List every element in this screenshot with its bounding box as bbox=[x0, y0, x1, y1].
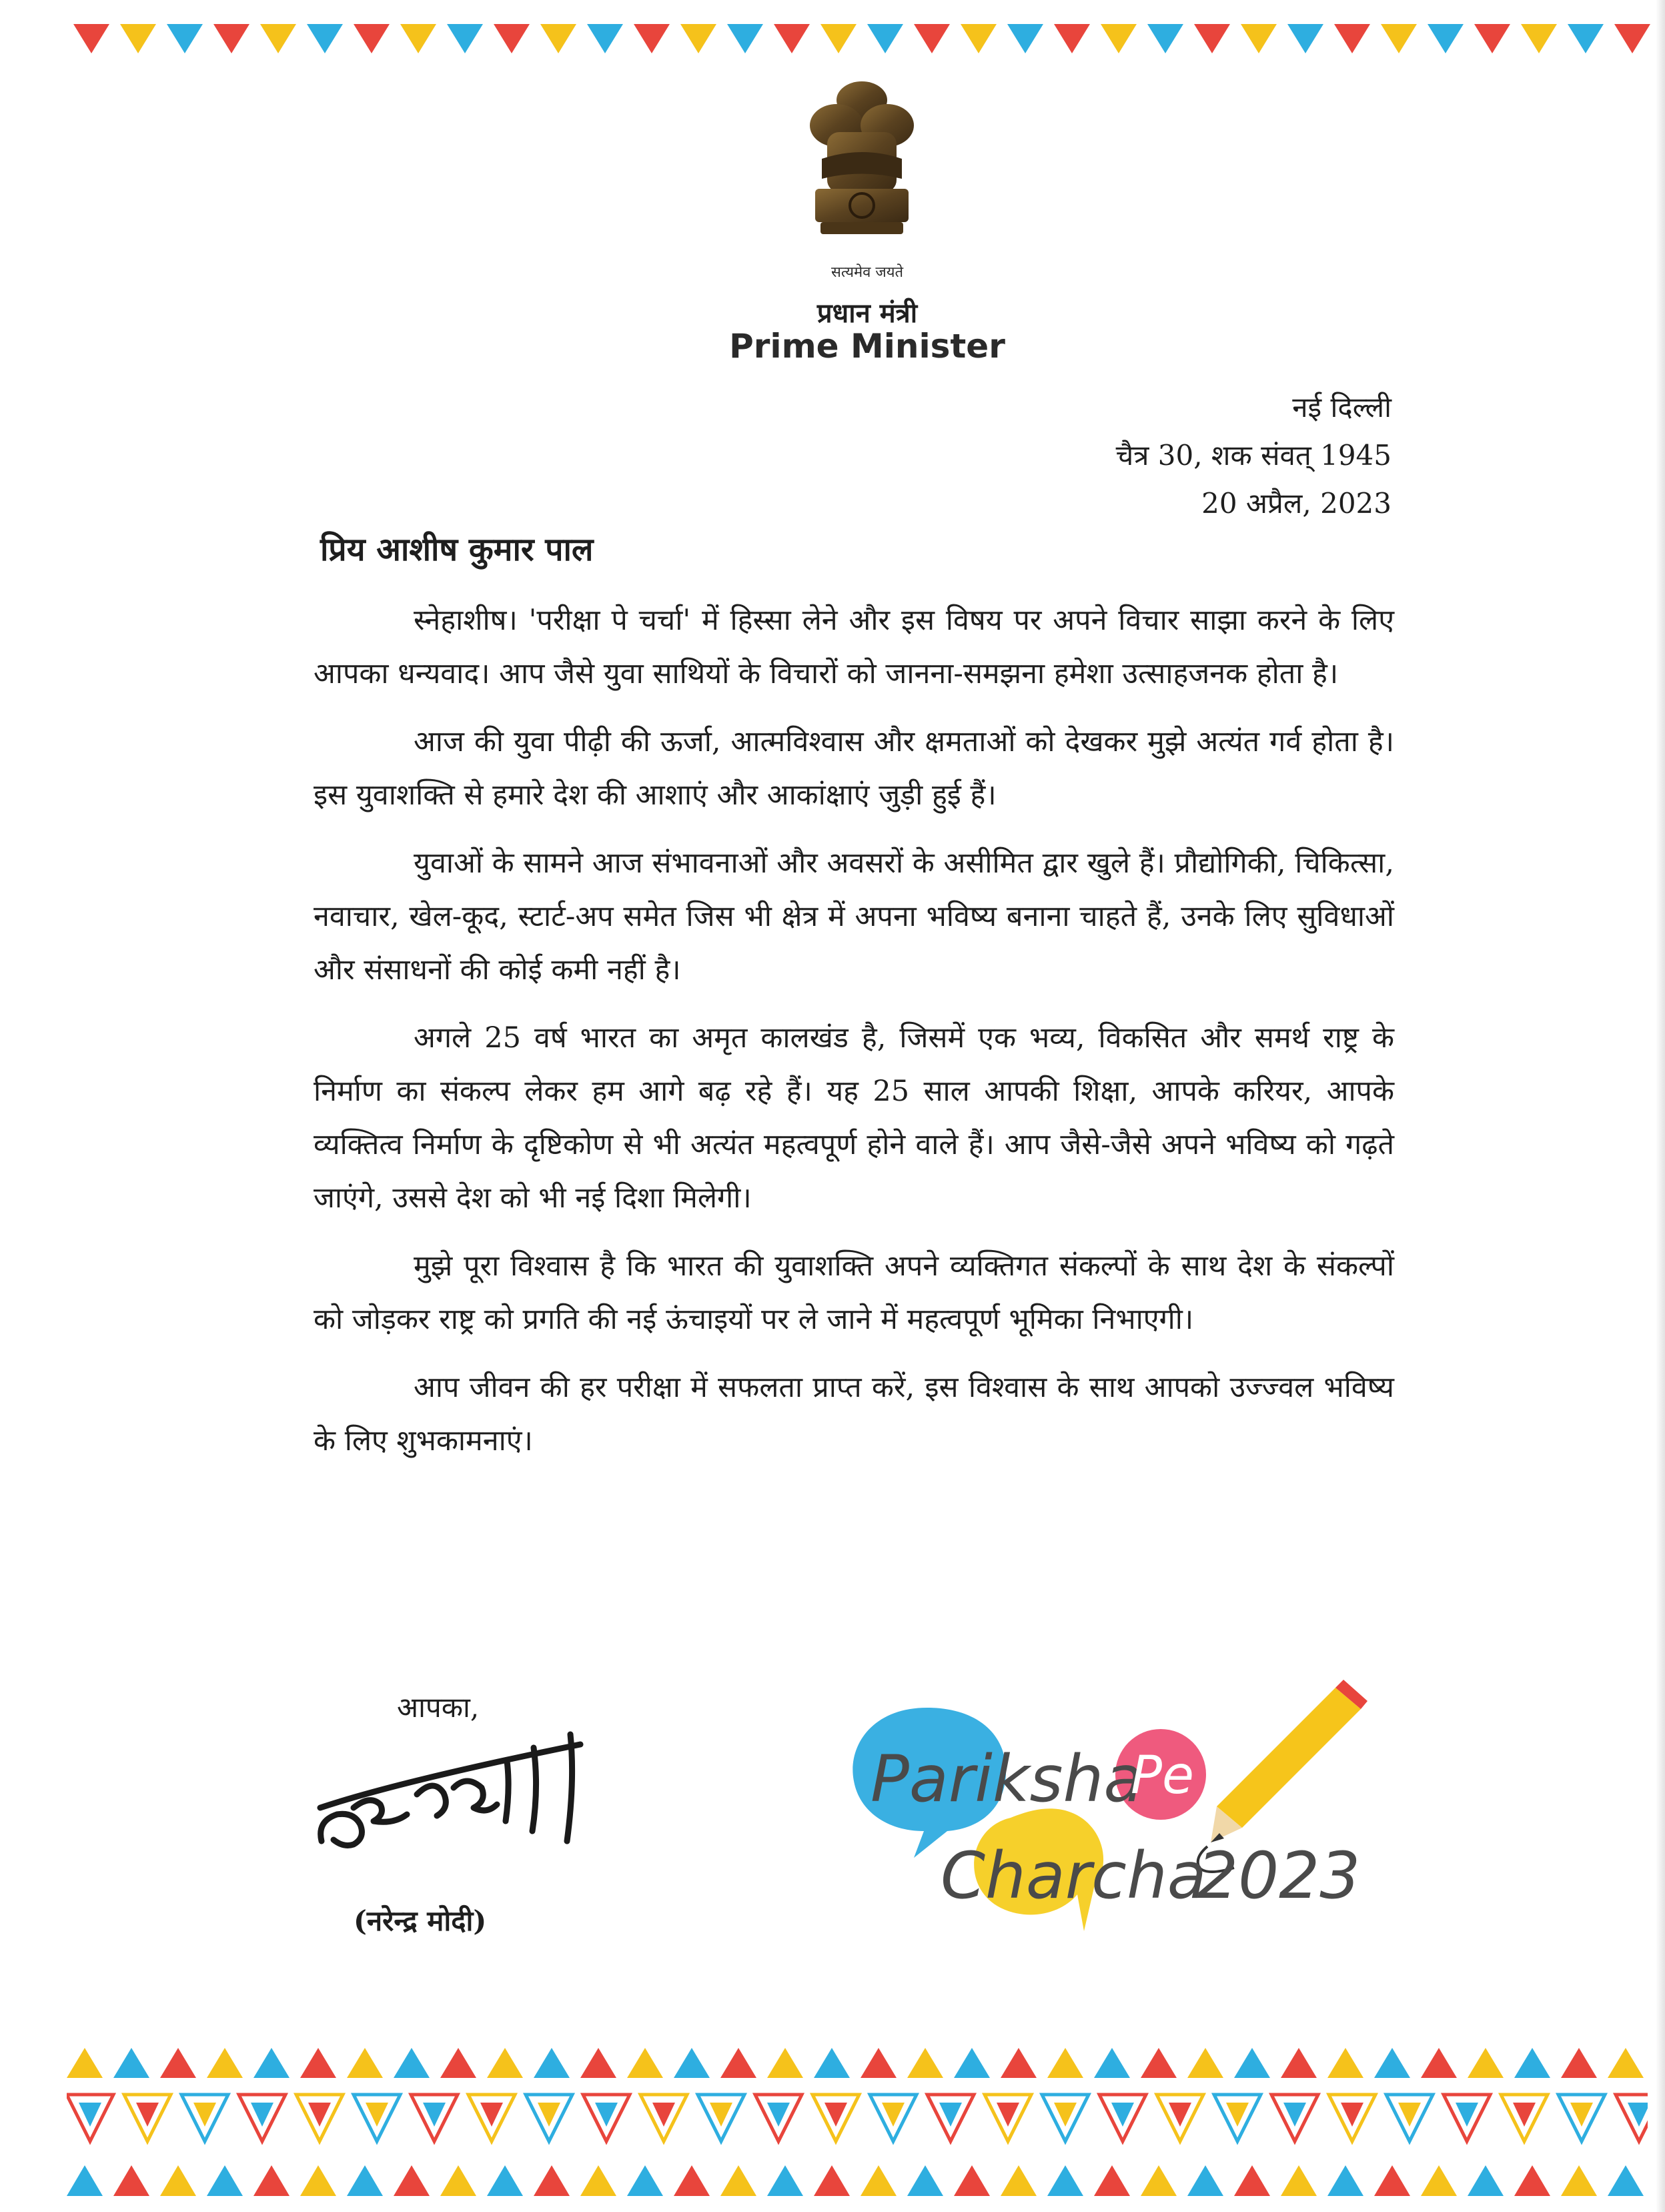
border-triangle bbox=[1234, 2048, 1270, 2078]
border-triangle bbox=[1007, 24, 1043, 53]
border-triangle bbox=[447, 24, 483, 53]
border-triangle bbox=[867, 24, 903, 53]
border-triangle bbox=[907, 2165, 943, 2196]
saka-date: चैत्र 30, शक संवत् 1945 bbox=[1115, 439, 1392, 472]
border-triangle bbox=[1608, 2165, 1644, 2196]
border-triangle bbox=[113, 2048, 149, 2078]
border-triangle bbox=[580, 2048, 616, 2078]
border-triangle bbox=[674, 2165, 710, 2196]
border-triangle bbox=[1241, 24, 1277, 53]
salutation: प्रिय आशीष कुमार पाल bbox=[320, 531, 594, 568]
border-triangle bbox=[67, 2048, 103, 2078]
border-triangle bbox=[914, 24, 950, 53]
border-triangle bbox=[1374, 2048, 1410, 2078]
border-triangle bbox=[534, 2048, 570, 2078]
body-paragraph: आप जीवन की हर परीक्षा में सफलता प्राप्त करें, इस विश्वास के साथ आपको उज्ज्वल भविष्य के लिए शुभकामनाएं। bbox=[314, 1371, 1394, 1458]
decorative-bottom-border bbox=[67, 2041, 1648, 2208]
border-triangle bbox=[394, 2165, 430, 2196]
border-triangle bbox=[1101, 24, 1137, 53]
border-triangle bbox=[260, 24, 296, 53]
border-triangle bbox=[767, 2165, 803, 2196]
border-triangle bbox=[1094, 2165, 1130, 2196]
border-triangle bbox=[1047, 2165, 1083, 2196]
border-triangle bbox=[767, 2048, 803, 2078]
border-triangle bbox=[580, 2165, 616, 2196]
gregorian-date: 20 अप्रैल, 2023 bbox=[1201, 487, 1392, 520]
border-triangle bbox=[354, 24, 390, 53]
office-title-english: Prime Minister bbox=[729, 327, 1005, 366]
border-triangle bbox=[1514, 2165, 1550, 2196]
border-triangle bbox=[494, 24, 530, 53]
logo-word-pe: Pe bbox=[1131, 1746, 1195, 1806]
decorative-top-border bbox=[73, 19, 1661, 65]
border-triangle bbox=[1374, 2165, 1410, 2196]
border-triangle bbox=[627, 2048, 663, 2078]
logo-year: 2023 bbox=[1197, 1838, 1361, 1913]
border-triangle bbox=[627, 2165, 663, 2196]
border-triangle bbox=[347, 2165, 383, 2196]
border-triangle bbox=[720, 2165, 756, 2196]
border-triangle bbox=[1381, 24, 1417, 53]
border-triangle bbox=[820, 24, 857, 53]
border-triangle bbox=[1334, 24, 1370, 53]
handwritten-signature bbox=[307, 1714, 600, 1874]
border-triangle bbox=[587, 24, 623, 53]
border-triangle bbox=[1421, 2048, 1457, 2078]
border-triangle bbox=[720, 2048, 756, 2078]
logo-word-pariksha: Pariksha bbox=[871, 1742, 1143, 1816]
border-triangle bbox=[307, 24, 343, 53]
border-triangle bbox=[1094, 2048, 1130, 2078]
border-triangle bbox=[120, 24, 156, 53]
logo-word-charcha: Charcha bbox=[941, 1838, 1207, 1913]
border-triangle bbox=[160, 2165, 196, 2196]
border-triangle bbox=[1187, 2165, 1223, 2196]
body-paragraph: आज की युवा पीढ़ी की ऊर्जा, आत्मविश्वास और क्षमताओं को देखकर मुझे अत्यंत गर्व होता है। इस युवाशक्ति से हमारे देश की आशाएं और आकांक्षाएं जुड़ी हुई हैं। bbox=[314, 725, 1394, 812]
border-triangle bbox=[680, 24, 716, 53]
border-triangle bbox=[954, 2048, 990, 2078]
border-triangle bbox=[1468, 2165, 1504, 2196]
border-triangle bbox=[1608, 2048, 1644, 2078]
scan-edge-shadow bbox=[1656, 0, 1665, 2212]
border-triangle bbox=[400, 24, 436, 53]
border-triangle bbox=[213, 24, 249, 53]
border-triangle bbox=[1001, 2048, 1037, 2078]
border-triangle bbox=[487, 2048, 523, 2078]
border-triangle bbox=[394, 2048, 430, 2078]
border-triangle bbox=[253, 2048, 290, 2078]
border-triangle bbox=[634, 24, 670, 53]
border-triangle bbox=[1327, 2048, 1363, 2078]
border-triangle bbox=[487, 2165, 523, 2196]
border-triangle bbox=[113, 2165, 149, 2196]
body-paragraph: मुझे पूरा विश्वास है कि भारत की युवाशक्ति अपने व्यक्तिगत संकल्पों के साथ देश के संकल्पों को जोड़कर राष्ट्र को प्रगति की नई ऊंचाइयों पर ले जाने में महत्वपूर्ण भूमिका निभाएगी। bbox=[314, 1249, 1394, 1336]
border-triangle bbox=[534, 2165, 570, 2196]
border-triangle bbox=[207, 2048, 243, 2078]
border-triangle bbox=[861, 2165, 897, 2196]
emblem-motto: सत्यमेव जयते bbox=[830, 264, 904, 281]
closing: आपका, bbox=[397, 1691, 480, 1724]
border-triangle bbox=[954, 2165, 990, 2196]
national-emblem-icon bbox=[795, 79, 929, 259]
office-title-hindi: प्रधान मंत्री bbox=[816, 298, 918, 329]
border-triangle bbox=[1521, 24, 1557, 53]
border-triangle bbox=[1568, 24, 1604, 53]
border-triangle bbox=[1187, 2048, 1223, 2078]
border-triangle bbox=[1468, 2048, 1504, 2078]
border-triangle bbox=[1281, 2165, 1317, 2196]
border-triangle bbox=[727, 24, 763, 53]
border-triangle bbox=[774, 24, 810, 53]
border-triangle bbox=[814, 2165, 850, 2196]
signatory-name: (नरेन्द्र मोदी) bbox=[354, 1904, 487, 1937]
border-triangle bbox=[440, 2165, 476, 2196]
border-triangle bbox=[1047, 2048, 1083, 2078]
border-triangle bbox=[1287, 24, 1323, 53]
pariksha-pe-charcha-logo bbox=[834, 1668, 1381, 1948]
place: नई दिल्ली bbox=[1292, 391, 1392, 424]
border-triangle bbox=[347, 2048, 383, 2078]
border-triangle bbox=[440, 2048, 476, 2078]
border-triangle bbox=[674, 2048, 710, 2078]
border-triangle bbox=[207, 2165, 243, 2196]
border-triangle bbox=[861, 2048, 897, 2078]
border-triangle bbox=[1194, 24, 1230, 53]
body-paragraph: अगले 25 वर्ष भारत का अमृत कालखंड है, जिसमें एक भव्य, विकसित और समर्थ राष्ट्र के निर्माण का संकल्प लेकर हम आगे बढ़ रहे हैं। यह 25 साल आपकी शिक्षा, आपके करियर, आपके व्यक्तित्व निर्माण के दृष्टिकोण से भी अत्यंत महत्वपूर्ण होने वाले हैं। आप जैसे-जैसे अपने भविष्य को गढ़ते जाएंगे, उससे देश को भी नई दिशा मिलेगी। bbox=[314, 1021, 1394, 1215]
border-triangle bbox=[1001, 2165, 1037, 2196]
border-triangle bbox=[1561, 2165, 1597, 2196]
border-triangle bbox=[167, 24, 203, 53]
border-triangle bbox=[1147, 24, 1183, 53]
border-triangle bbox=[1281, 2048, 1317, 2078]
border-triangle bbox=[540, 24, 576, 53]
border-triangle bbox=[67, 2165, 103, 2196]
border-triangle bbox=[1327, 2165, 1363, 2196]
body-paragraph: स्नेहाशीष। 'परीक्षा पे चर्चा' में हिस्सा लेने और इस विषय पर अपने विचार साझा करने के लिए आपका धन्यवाद। आप जैसे युवा साथियों के विचारों को जानना-समझना हमेशा उत्साहजनक होता है। bbox=[314, 604, 1394, 690]
border-triangle bbox=[1514, 2048, 1550, 2078]
border-triangle bbox=[907, 2048, 943, 2078]
border-triangle bbox=[1234, 2165, 1270, 2196]
date-block bbox=[1116, 384, 1392, 528]
border-triangle bbox=[1561, 2048, 1597, 2078]
border-triangle bbox=[300, 2048, 336, 2078]
border-triangle bbox=[1421, 2165, 1457, 2196]
border-triangle bbox=[1614, 24, 1650, 53]
border-triangle bbox=[300, 2165, 336, 2196]
border-triangle bbox=[1141, 2165, 1177, 2196]
border-triangle bbox=[253, 2165, 290, 2196]
border-triangle bbox=[1141, 2048, 1177, 2078]
border-triangle bbox=[73, 24, 109, 53]
border-triangle bbox=[160, 2048, 196, 2078]
border-triangle bbox=[961, 24, 997, 53]
letter-body bbox=[314, 594, 1394, 1482]
border-triangle bbox=[1054, 24, 1090, 53]
border-triangle bbox=[1428, 24, 1464, 53]
body-paragraph: युवाओं के सामने आज संभावनाओं और अवसरों के असीमित द्वार खुले हैं। प्रौद्योगिकी, चिकित्सा, नवाचार, खेल-कूद, स्टार्ट-अप समेत जिस भी क्षेत्र में अपना भविष्य बनाना चाहते हैं, उनके लिए सुविधाओं और संसाधनों की कोई कमी नहीं है। bbox=[314, 847, 1394, 987]
border-triangle bbox=[1474, 24, 1510, 53]
border-triangle bbox=[814, 2048, 850, 2078]
